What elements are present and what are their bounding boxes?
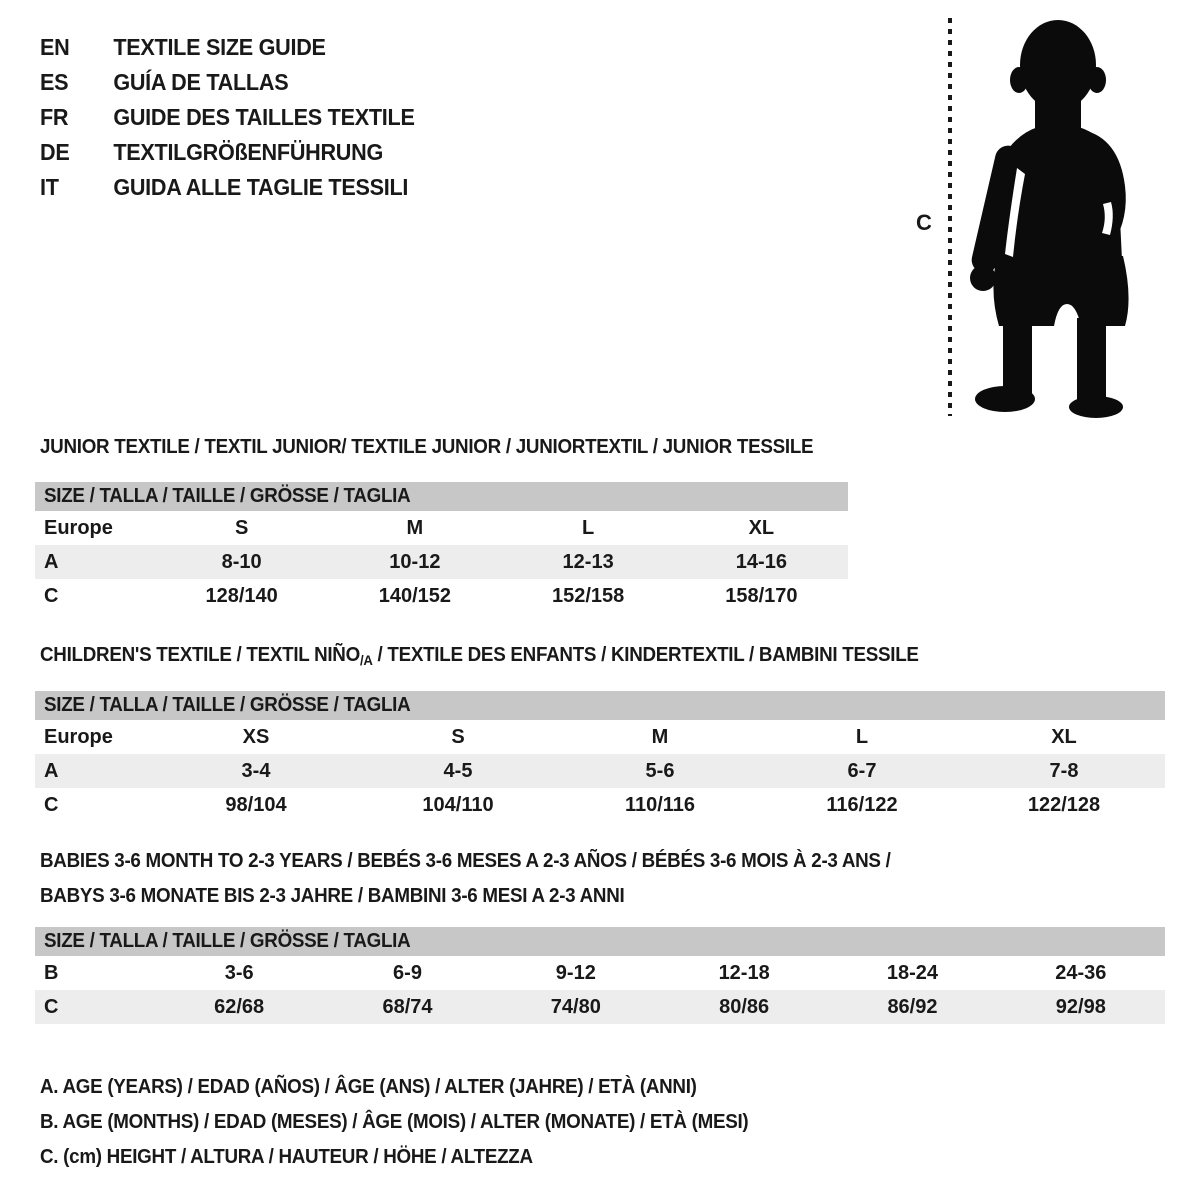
legend-line-age-months: B. AGE (MONTHS) / EDAD (MESES) / ÂGE (MOIS) / ALTER (MONATE) / ETÀ (MESI)	[40, 1111, 749, 1133]
height-cell: 68/74	[382, 995, 433, 1018]
children-row-height	[35, 788, 1165, 822]
size-cell: L	[855, 725, 869, 748]
legend-line-height-cm: C. (cm) HEIGHT / ALTURA / HAUTEUR / HÖHE / ALTEZZA	[40, 1146, 533, 1168]
measure-label-c: C	[916, 210, 932, 235]
months-cell: 6-9	[393, 961, 422, 984]
children-size-table	[35, 691, 1165, 822]
babies-size-table	[35, 927, 1165, 1024]
row-label: C	[44, 995, 59, 1018]
age-cell: 4-5	[443, 759, 473, 782]
junior-row-age	[35, 545, 848, 579]
size-legend	[40, 1070, 794, 1175]
age-cell: 6-7	[847, 759, 877, 782]
size-cell: XL	[1051, 725, 1077, 748]
age-cell: 3-4	[241, 759, 271, 782]
junior-size-header-bar	[35, 482, 848, 511]
baby-silhouette	[963, 18, 1140, 418]
children-size-header-bar	[35, 691, 1165, 720]
height-cell: 104/110	[422, 793, 494, 816]
language-row-it	[40, 170, 415, 205]
language-title: GUIDE DES TAILLES TEXTILE	[113, 104, 415, 130]
language-code: ES	[40, 69, 69, 95]
language-row-en	[40, 30, 415, 65]
junior-row-height	[35, 579, 848, 613]
language-row-de	[40, 135, 415, 170]
size-header-label: SIZE / TALLA / TAILLE / GRÖSSE / TAGLIA	[44, 930, 411, 952]
height-cell: 92/98	[1055, 995, 1106, 1018]
height-cell: 122/128	[1027, 793, 1101, 816]
row-label: A	[44, 550, 59, 573]
height-cell: 152/158	[551, 584, 625, 607]
size-header-label: SIZE / TALLA / TAILLE / GRÖSSE / TAGLIA	[44, 694, 411, 716]
language-code: EN	[40, 34, 70, 60]
height-measure-dashed-line	[948, 18, 952, 416]
row-label: B	[44, 961, 59, 984]
language-list	[40, 30, 439, 205]
age-cell: 10-12	[389, 550, 441, 573]
height-cell: 140/152	[378, 584, 452, 607]
age-cell: 5-6	[645, 759, 675, 782]
children-heading-prefix: CHILDREN'S TEXTILE / TEXTIL NIÑO	[40, 644, 360, 666]
row-label: C	[44, 584, 59, 607]
height-cell: 74/80	[550, 995, 601, 1018]
language-title: GUÍA DE TALLAS	[113, 69, 289, 95]
age-cell: 8-10	[221, 550, 262, 573]
language-code: FR	[40, 104, 69, 130]
size-cell: S	[451, 725, 465, 748]
language-row-es	[40, 65, 415, 100]
junior-section-heading: JUNIOR TEXTILE / TEXTIL JUNIOR/ TEXTILE JUNIOR / JUNIORTEXTIL / JUNIOR TESSILE	[40, 436, 814, 458]
children-row-age	[35, 754, 1165, 788]
months-cell: 12-18	[718, 961, 770, 984]
height-cell: 62/68	[214, 995, 265, 1018]
language-code: IT	[40, 174, 59, 200]
months-cell: 18-24	[886, 961, 939, 984]
height-cell: 110/116	[624, 793, 696, 816]
babies-section-heading-line1: BABIES 3-6 MONTH TO 2-3 YEARS / BEBÉS 3-6 MESES A 2-3 AÑOS / BÉBÉS 3-6 MOIS À 2-3 ANS /	[40, 850, 891, 872]
legend-line-age-years: A. AGE (YEARS) / EDAD (AÑOS) / ÂGE (ANS) / ALTER (JAHRE) / ETÀ (ANNI)	[40, 1076, 697, 1098]
size-cell: XL	[748, 516, 775, 539]
size-cell: S	[234, 516, 249, 539]
height-cell: 116/122	[826, 793, 898, 816]
age-cell: 7-8	[1049, 759, 1079, 782]
size-cell: M	[406, 516, 424, 539]
age-cell: 14-16	[735, 550, 787, 573]
size-header-label: SIZE / TALLA / TAILLE / GRÖSSE / TAGLIA	[44, 485, 411, 507]
babies-size-header-bar	[35, 927, 1165, 956]
language-row-fr	[40, 100, 415, 135]
size-cell: XS	[242, 725, 270, 748]
children-heading-sub: /A	[359, 652, 373, 668]
height-cell: 158/170	[725, 584, 798, 607]
language-title: TEXTILGRÖßENFÜHRUNG	[113, 139, 384, 165]
months-cell: 3-6	[224, 961, 254, 984]
babies-row-months	[35, 956, 1165, 990]
height-cell: 86/92	[887, 995, 938, 1018]
children-heading-suffix: / TEXTILE DES ENFANTS / KINDERTEXTIL / BAMBINI TESSILE	[372, 644, 919, 666]
height-cell: 98/104	[225, 793, 287, 816]
language-title: TEXTILE SIZE GUIDE	[113, 34, 326, 60]
height-cell: 128/140	[205, 584, 278, 607]
babies-row-height	[35, 990, 1165, 1024]
junior-size-table	[35, 482, 848, 613]
language-code: DE	[40, 139, 70, 165]
row-label: Europe	[44, 725, 113, 748]
months-cell: 24-36	[1055, 961, 1107, 984]
months-cell: 9-12	[555, 961, 596, 984]
babies-section-heading-line2: BABYS 3-6 MONATE BIS 2-3 JAHRE / BAMBINI 3-6 MESI A 2-3 ANNI	[40, 885, 625, 907]
row-label: C	[44, 793, 59, 816]
size-cell: M	[651, 725, 669, 748]
age-cell: 12-13	[562, 550, 614, 573]
height-cell: 80/86	[719, 995, 770, 1018]
junior-row-europe	[35, 511, 848, 545]
language-title: GUIDA ALLE TAGLIE TESSILI	[113, 174, 409, 200]
row-label: Europe	[44, 516, 113, 539]
children-row-europe	[35, 720, 1165, 754]
row-label: A	[44, 759, 59, 782]
size-cell: L	[582, 516, 595, 539]
children-section-heading	[40, 644, 919, 668]
